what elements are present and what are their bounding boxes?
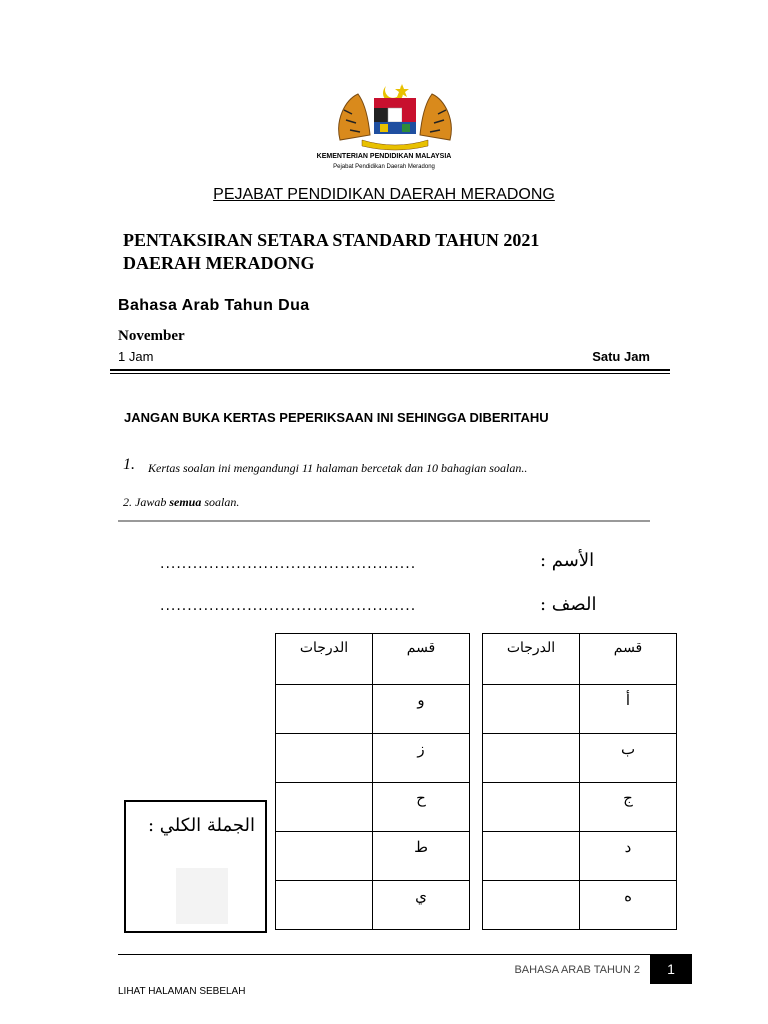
exam-warning: JANGAN BUKA KERTAS PEPERIKSAAN INI SEHINGGA DIBERITAHU	[124, 410, 549, 425]
subject-title: Bahasa Arab Tahun Dua	[118, 297, 310, 314]
footer-subject: BAHASA ARAB TAHUN 2	[514, 964, 640, 976]
class-field-dots[interactable]: ...............................................	[160, 598, 417, 614]
ministry-name: KEMENTERIAN PENDIDIKAN MALAYSIA	[316, 153, 452, 160]
marks-cell[interactable]	[276, 734, 373, 783]
marks-header: الدرجات	[483, 634, 580, 685]
district-office-small: Pejabat Pendidikan Daerah Meradong	[333, 164, 435, 170]
section-header: قسم	[373, 634, 470, 685]
instructions-divider	[118, 520, 650, 522]
section-cell: د	[580, 832, 677, 881]
exam-title-line1: PENTAKSIRAN SETARA STANDARD TAHUN 2021	[123, 230, 540, 250]
section-cell: ز	[373, 734, 470, 783]
next-page-note: LIHAT HALAMAN SEBELAH	[118, 986, 246, 997]
header-divider-thin	[110, 373, 670, 374]
marks-cell[interactable]	[483, 734, 580, 783]
marks-header: الدرجات	[276, 634, 373, 685]
section-header: قسم	[580, 634, 677, 685]
instruction-2-prefix: 2. Jawab	[123, 495, 170, 509]
name-field-dots[interactable]: ...............................................	[160, 556, 417, 572]
instruction-1-number: 1.	[123, 456, 135, 473]
office-title: PEJABAT PENDIDIKAN DAERAH MERADONG	[213, 186, 555, 203]
marks-cell[interactable]	[276, 881, 373, 930]
ministry-crest-logo	[330, 80, 460, 152]
marks-cell[interactable]	[483, 783, 580, 832]
duration-words: Satu Jam	[592, 349, 650, 364]
marks-cell[interactable]	[276, 685, 373, 734]
section-cell: ي	[373, 881, 470, 930]
marks-cell[interactable]	[483, 881, 580, 930]
name-label: الأسم :	[540, 550, 595, 571]
total-marks-label: الجملة الكلي :	[148, 815, 256, 836]
section-cell: ه	[580, 881, 677, 930]
instruction-2-suffix: soalan.	[201, 495, 240, 509]
section-cell: ب	[580, 734, 677, 783]
marks-table-right	[482, 633, 677, 930]
section-cell: و	[373, 685, 470, 734]
instruction-2-bold: semua	[169, 495, 202, 509]
marks-cell[interactable]	[483, 685, 580, 734]
duration-short: 1 Jam	[118, 349, 154, 364]
section-cell: أ	[580, 685, 677, 734]
exam-month: November	[118, 328, 185, 344]
instruction-1-text: Kertas soalan ini mengandungi 11 halaman bercetak dan 10 bahagian soalan..	[148, 461, 528, 475]
section-cell: ط	[373, 832, 470, 881]
header-divider	[110, 369, 670, 371]
marks-table-left	[275, 633, 470, 930]
exam-title-line2: DAERAH MERADONG	[123, 253, 315, 273]
marks-cell[interactable]	[483, 832, 580, 881]
footer-divider	[118, 954, 650, 955]
page-number: 1	[650, 954, 692, 984]
class-label: الصف :	[540, 594, 597, 615]
marks-cell[interactable]	[276, 832, 373, 881]
marks-cell[interactable]	[276, 783, 373, 832]
section-cell: ح	[373, 783, 470, 832]
instruction-2	[123, 495, 239, 510]
total-marks-area	[176, 868, 228, 924]
section-cell: ج	[580, 783, 677, 832]
